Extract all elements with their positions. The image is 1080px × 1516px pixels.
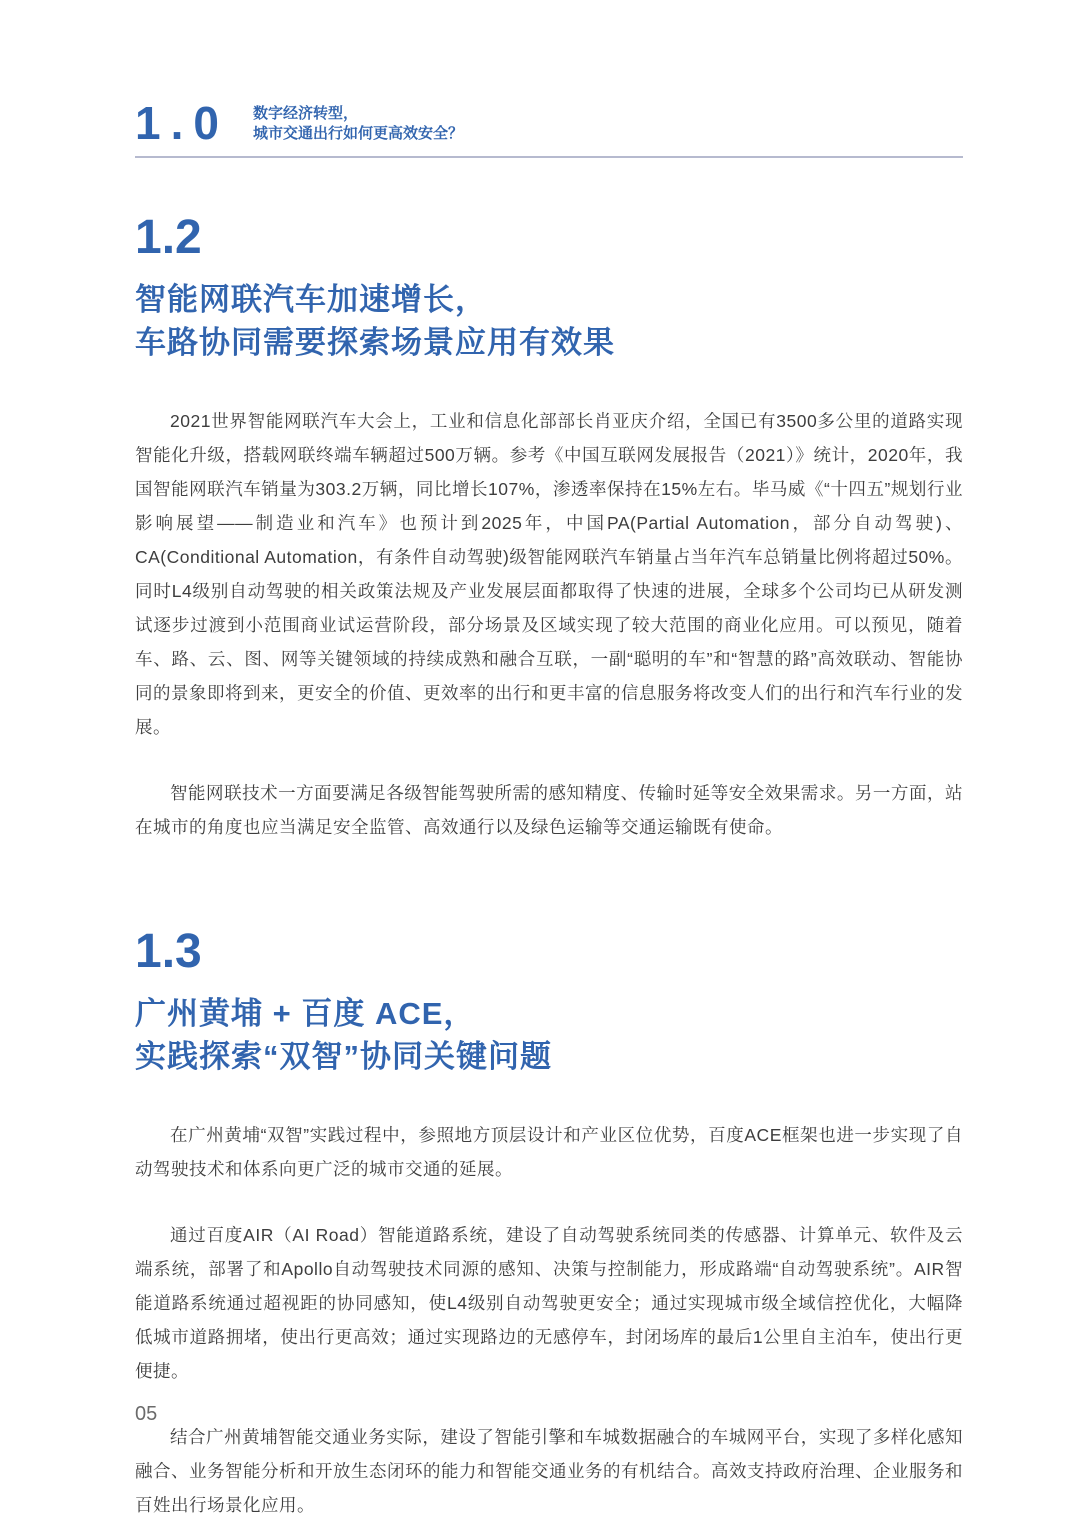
section-1-3 [135, 925, 963, 1516]
section-title-1-3-line2: 实践探索“双智”协同关键问题 [135, 1039, 552, 1074]
chapter-title-line1: 数字经济转型， [252, 105, 358, 122]
section-number-1-2: 1.2 [135, 211, 202, 264]
paragraph: 在广州黄埔“双智”实践过程中，参照地方顶层设计和产业区位优势，百度ACE框架也进一步实现了自动驾驶技术和体系向更广泛的城市交通的延展。 [135, 1125, 963, 1179]
page-header [135, 0, 963, 149]
chapter-number: 1.0 [135, 97, 229, 149]
paragraph: 通过百度AIR（AI Road）智能道路系统，建设了自动驾驶系统同类的传感器、计算单元、软件及云端系统，部署了和Apollo自动驾驶技术同源的感知、决策与控制能力，形成路端“自动驾驶系统”。AIR智能道路系统通过超视距的协同感知，使L4级别自动驾驶更安全；通过实现城市级全域信控优化，大幅降低城市道路拥堵，使出行更高效；通过实现路边的无感停车，封闭场库的最后1公里自主泊车，使出行更便捷。 [135, 1225, 963, 1381]
paragraph: 2021世界智能网联汽车大会上，工业和信息化部部长肖亚庆介绍，全国已有3500多公里的道路实现智能化升级，搭载网联终端车辆超过500万辆。参考《中国互联网发展报告（2021）》统计，2020年，我国智能网联汽车销量为303.2万辆，同比增长107%，渗透率保持在15%左右。毕马威《“十四五”规划行业影响展望——制造业和汽车》也预计到2025年，中国PA(Partial Automation，部分自动驾驶)、CA(Conditional Automation，有条件自动驾驶)级智能网联汽车销量占当年汽车总销量比例将超过50%。同时L4级别自动驾驶的相关政策法规及产业发展层面都取得了快速的进展，全球多个公司均已从研发测试逐步过渡到小范围商业试运营阶段，部分场景及区域实现了较大范围的商业化应用。可以预见，随着车、路、云、图、网等关键领域的持续成熟和融合互联，一副“聪明的车”和“智慧的路”高效联动、智能协同的景象即将到来，更安全的价值、更效率的出行和更丰富的信息服务将改变人们的出行和汽车行业的发展。 [135, 411, 963, 737]
section-1-2-body [135, 404, 963, 844]
chapter-title-line2: 城市交通出行如何更高效安全？ [252, 125, 463, 142]
chapter-title [253, 100, 463, 144]
section-title-1-3-line1: 广州黄埔 + 百度 ACE， [135, 996, 476, 1031]
page-number: 05 [135, 1403, 158, 1425]
section-1-3-body [135, 1118, 963, 1516]
paragraph: 结合广州黄埔智能交通业务实际，建设了智能引擎和车城数据融合的车城网平台，实现了多样化感知融合、业务智能分析和开放生态闭环的能力和智能交通业务的有机结合。高效支持政府治理、企业服务和百姓出行场景化应用。 [135, 1427, 963, 1515]
section-title-1-2 [135, 278, 963, 364]
header-divider [135, 156, 963, 158]
section-1-2 [135, 211, 963, 844]
section-title-1-2-line2: 车路协同需要探索场景应用有效果 [135, 325, 615, 360]
page-content [135, 0, 963, 1516]
section-title-1-3 [135, 992, 963, 1078]
section-number-1-3: 1.3 [135, 925, 202, 978]
section-title-1-2-line1: 智能网联汽车加速增长， [135, 282, 487, 317]
paragraph: 智能网联技术一方面要满足各级智能驾驶所需的感知精度、传输时延等安全效果需求。另一方面，站在城市的角度也应当满足安全监管、高效通行以及绿色运输等交通运输既有使命。 [135, 783, 963, 837]
